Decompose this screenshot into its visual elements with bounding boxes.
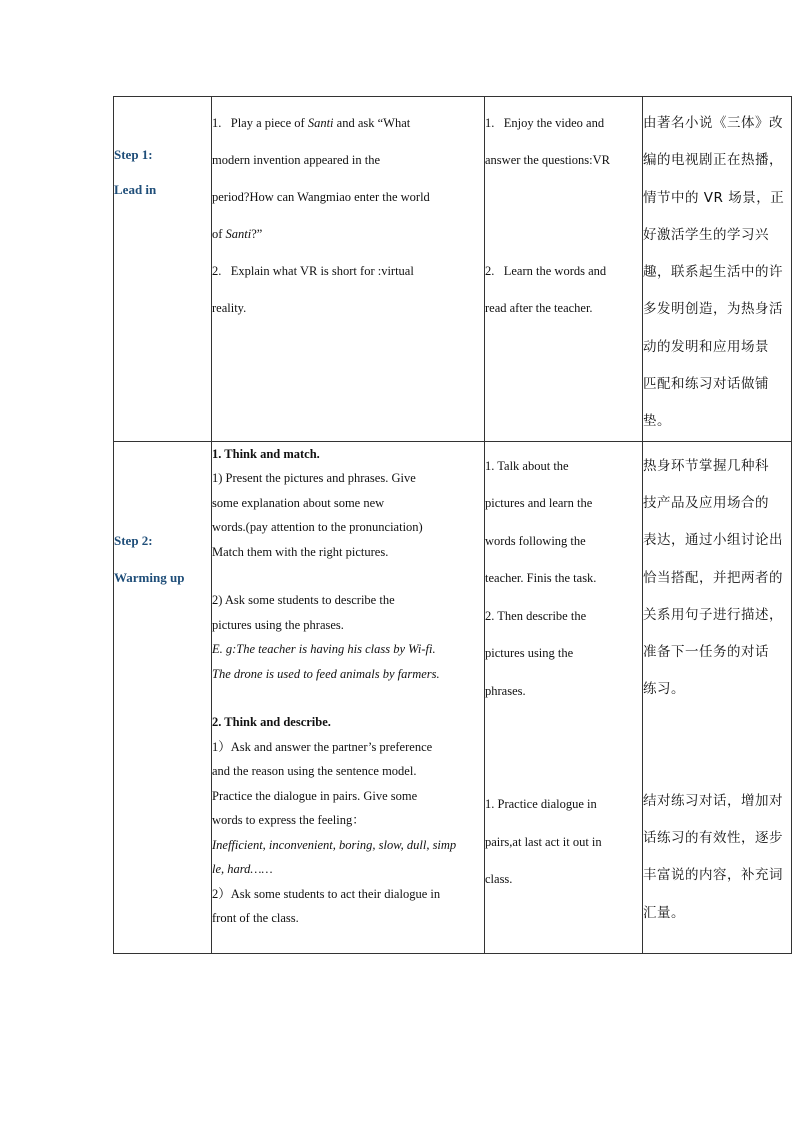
step-cell xyxy=(114,97,212,442)
procedure-line: Match them with the right pictures. xyxy=(212,544,389,559)
purpose-line: 结对练习对话，增加对 xyxy=(643,792,783,809)
activity-line: 1. Practice dialogue in xyxy=(485,797,597,812)
activity-line: pairs,at last act it out in xyxy=(485,834,602,849)
activity-line: phrases. xyxy=(485,683,526,698)
section-heading: 1. Think and match. xyxy=(212,446,320,461)
procedure-line xyxy=(212,253,484,290)
text-run: and ask “What xyxy=(333,116,411,130)
step-name: Lead in xyxy=(114,182,157,197)
text-run: Learn the words and xyxy=(503,264,607,278)
example-line: E. g:The teacher is having his class by Wi-fi. xyxy=(212,642,436,657)
procedure-line: Practice the dialogue in pairs. Give some xyxy=(212,788,418,803)
step-label: Step 2: xyxy=(114,532,153,548)
purpose-cell xyxy=(643,97,792,442)
purpose-line: 练习。 xyxy=(643,681,685,698)
procedure-line: pictures using the phrases. xyxy=(212,617,344,632)
step-name: Warming up xyxy=(114,569,185,585)
purpose-cell xyxy=(643,441,792,953)
activity-line: 2. Then describe the xyxy=(485,608,587,623)
activity-line: class. xyxy=(485,872,513,887)
lesson-plan-table xyxy=(113,96,792,954)
activity-line xyxy=(485,105,642,142)
table-row-step1 xyxy=(114,97,792,442)
list-number: 2. xyxy=(212,264,222,278)
purpose-line: 动的发明和应用场景 xyxy=(643,338,769,355)
purpose-line: 关系用句子进行描述， xyxy=(643,606,783,623)
vocabulary-line: Inefficient, inconvenient, boring, slow, dull, simp xyxy=(212,837,457,852)
procedure-line: modern invention appeared in the xyxy=(212,153,380,167)
purpose-line: 恰当搭配，并把两者的 xyxy=(643,569,783,586)
purpose-line: 丰富说的内容，补充词 xyxy=(643,867,783,884)
procedure-line: words.(pay attention to the pronunciation) xyxy=(212,520,423,535)
list-number: 1. xyxy=(485,116,495,130)
procedure-line: front of the class. xyxy=(212,911,299,926)
student-activity-cell xyxy=(485,441,643,953)
procedure-line: reality. xyxy=(212,301,247,315)
activity-line: 1. Talk about the xyxy=(485,458,569,473)
text-run: ?” xyxy=(251,227,263,241)
purpose-line: 话练习的有效性，逐步 xyxy=(643,830,783,847)
procedure-line: 1）Ask and answer the partner’s preference xyxy=(212,739,433,754)
purpose-line: 由著名小说《三体》改 xyxy=(643,115,783,131)
activity-line: read after the teacher. xyxy=(485,301,593,315)
list-number: 2. xyxy=(485,264,495,278)
purpose-line: 技产品及应用场合的 xyxy=(643,494,769,511)
activity-line: answer the questions:VR xyxy=(485,153,610,167)
text-run: Explain what VR is short for :virtual xyxy=(230,264,414,278)
procedure-line: 2）Ask some students to act their dialogue in xyxy=(212,886,441,901)
activity-line xyxy=(485,253,642,290)
activity-line: words following the xyxy=(485,533,586,548)
text-run: Play a piece of xyxy=(230,116,308,130)
text-run: Enjoy the video and xyxy=(503,116,605,130)
procedure-line: and the reason using the sentence model. xyxy=(212,764,417,779)
procedure-line: 1) Present the pictures and phrases. Give xyxy=(212,471,416,486)
text-run: of xyxy=(212,227,226,241)
italic-title: Santi xyxy=(307,116,334,130)
vocabulary-line: le, hard…… xyxy=(212,862,273,877)
procedure-line xyxy=(212,105,484,142)
purpose-line: 好激活学生的学习兴 xyxy=(643,226,769,243)
purpose-line: 热身环节掌握几种科 xyxy=(643,457,769,474)
procedure-line: 2) Ask some students to describe the xyxy=(212,593,395,608)
activity-line: pictures and learn the xyxy=(485,496,593,511)
purpose-line: 编的电视剧正在热播， xyxy=(643,152,783,169)
student-activity-cell xyxy=(485,97,643,442)
procedure-cell xyxy=(212,97,485,442)
example-line: The drone is used to feed animals by farmers. xyxy=(212,666,440,681)
step-label: Step 1: xyxy=(114,147,153,162)
table-row-step2 xyxy=(114,441,792,953)
section-heading: 2. Think and describe. xyxy=(212,715,331,730)
step-cell xyxy=(114,441,212,953)
italic-title: Santi xyxy=(225,227,252,241)
activity-line: teacher. Finis the task. xyxy=(485,571,597,586)
purpose-line: 汇量。 xyxy=(643,904,685,921)
purpose-line: 表达，通过小组讨论出 xyxy=(643,532,783,549)
purpose-line: 准备下一任务的对话 xyxy=(643,644,769,661)
purpose-line: 趣，联系起生活中的许 xyxy=(643,264,783,281)
procedure-line: words to express the feeling： xyxy=(212,813,365,828)
procedure-line: period?How can Wangmiao enter the world xyxy=(212,190,430,204)
purpose-line: 匹配和练习对话做铺 xyxy=(643,376,769,393)
activity-line: pictures using the xyxy=(485,646,574,661)
procedure-cell xyxy=(212,441,485,953)
purpose-line: 情节中的 VR 场景，正 xyxy=(643,189,785,206)
procedure-line: some explanation about some new xyxy=(212,495,385,510)
purpose-line: 多发明创造，为热身活 xyxy=(643,301,783,318)
purpose-line: 垫。 xyxy=(643,413,671,430)
procedure-line xyxy=(212,216,484,253)
list-number: 1. xyxy=(212,116,222,130)
